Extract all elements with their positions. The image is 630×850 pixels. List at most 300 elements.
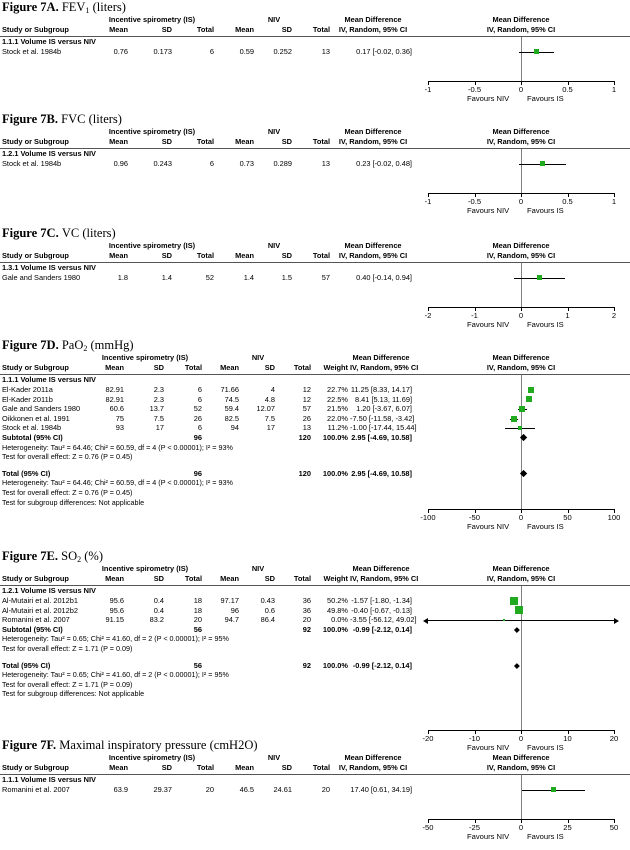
col-model: IV, Random, 95% CI [338, 136, 408, 146]
stat-text: Test for subgroup differences: Not applicable [2, 497, 145, 507]
figure-panel-7C [0, 226, 630, 331]
col-total-is: Total [184, 573, 202, 583]
cell-ci: 0.40 [-0.14, 0.94] [356, 273, 412, 282]
x-axis-tick-label: 10 [563, 734, 572, 743]
cell-total-niv: 12 [302, 385, 311, 394]
cell-mean-niv: 1.4 [243, 273, 254, 282]
x-axis-tick-label: -50 [422, 823, 434, 832]
subtotal-weight: 100.0% [322, 624, 348, 634]
stat-text: Test for overall effect: Z = 0.76 (P = 0.45) [2, 488, 133, 497]
table-group-header [0, 15, 412, 25]
cell-sd-niv: 12.07 [256, 404, 275, 414]
table-column-header [0, 251, 412, 261]
col-sd-is: SD [161, 250, 172, 260]
plot-title: Mean Difference [492, 15, 550, 24]
table-row [0, 395, 412, 405]
total-ci: 2.95 [-4.69, 10.58] [351, 468, 412, 478]
cell-study: Oikkonen et al. 1991 [2, 413, 70, 423]
cell-sd-niv: 1.5 [281, 273, 292, 282]
favours-left-label: Favours NIV [467, 205, 510, 215]
col-sd-is: SD [153, 362, 164, 372]
figure-caption-unit: (liters) [89, 0, 126, 14]
plot-subtitle: IV, Random, 95% CI [486, 762, 556, 772]
x-axis-tick-label: 100 [607, 513, 621, 522]
cell-total-niv: 20 [302, 615, 311, 625]
cell-total-is: 6 [197, 385, 202, 394]
effect-size-marker [528, 387, 534, 393]
figure-caption-unit: (liters) [85, 112, 122, 126]
x-axis-tick-label: 1 [565, 311, 570, 320]
subtotal-ci: 2.95 [-4.69, 10.58] [351, 433, 412, 442]
table-column-header [0, 763, 412, 773]
total-weight: 100.0% [322, 660, 348, 670]
cell-total-is: 52 [205, 273, 214, 282]
null-effect-line [521, 375, 522, 509]
subtotal-total-niv: 120 [298, 433, 311, 442]
cell-total-is: 6 [209, 47, 214, 56]
cell-total-is: 52 [193, 404, 202, 414]
table-group-header [0, 127, 412, 137]
group-header-is: Incentive spirometry (IS) [101, 564, 189, 573]
figure-panel-7B [0, 112, 630, 217]
x-axis-tick-label: -1 [424, 85, 432, 94]
figure-panel-7A [0, 0, 630, 105]
cell-sd-is: 17 [155, 423, 164, 433]
group-header-is: Incentive spirometry (IS) [108, 15, 196, 24]
effect-size-marker [534, 49, 539, 54]
pooled-effect-diamond-core [514, 663, 519, 668]
col-sd-niv: SD [264, 362, 275, 372]
cell-study: Al-Mutairi et al. 2012b2 [2, 605, 78, 615]
cell-sd-is: 2.3 [153, 385, 164, 394]
x-axis-tick-label: 0 [518, 823, 524, 832]
col-study: Study or Subgroup [2, 573, 69, 583]
cell-total-is: 20 [193, 615, 202, 625]
col-mean-niv: Mean [235, 250, 254, 260]
table-row [0, 413, 415, 424]
cell-total-is: 20 [205, 785, 214, 794]
cell-sd-is: 2.3 [153, 394, 164, 404]
cell-sd-niv: 0.6 [264, 605, 275, 615]
cell-mean-niv: 71.66 [220, 385, 239, 394]
cell-mean-is: 0.96 [113, 159, 128, 168]
cell-mean-niv: 94 [230, 423, 239, 433]
cell-sd-niv: 17 [266, 423, 275, 433]
subgroup-label-row [0, 375, 412, 385]
table-column-header [0, 573, 419, 584]
confidence-interval-line [428, 620, 614, 621]
col-study: Study or Subgroup [2, 136, 69, 146]
cell-sd-niv: 4 [270, 385, 275, 394]
x-axis-tick-label: -50 [469, 513, 480, 522]
group-header-is: Incentive spirometry (IS) [108, 127, 196, 136]
group-header-is: Incentive spirometry (IS) [108, 753, 196, 762]
cell-weight: 21.5% [327, 404, 348, 414]
cell-mean-niv: 96 [230, 605, 239, 615]
table-group-header [0, 753, 412, 763]
null-effect-line [521, 149, 522, 193]
cell-study: Stock et al. 1984b [2, 47, 62, 56]
cell-mean-is: 60.6 [109, 404, 124, 414]
subtotal-total-is: 96 [193, 433, 202, 442]
subgroup-label: 1.2.1 Volume IS versus NIV [2, 586, 96, 596]
figure-title-7D [0, 338, 630, 353]
x-axis-tick-label: 0 [518, 85, 524, 94]
table-row [0, 785, 412, 795]
cell-study: El-Kader 2011a [2, 385, 53, 394]
table-row [0, 385, 412, 395]
stat-text: Test for subgroup differences: Not applicable [2, 689, 145, 699]
favours-left-label: Favours NIV [467, 742, 510, 752]
table-row [0, 47, 412, 57]
plot-subtitle: IV, Random, 95% CI [486, 250, 556, 260]
col-mean-is: Mean [109, 136, 128, 146]
total-ci: -0.99 [-2.12, 0.14] [352, 660, 412, 670]
col-sd-is: SD [161, 136, 172, 146]
cell-mean-is: 63.9 [113, 785, 128, 794]
figure-title-7B [0, 112, 630, 127]
cell-ci: 8.41 [5.13, 11.69] [355, 394, 412, 404]
figure-caption-unit: (mmHg) [87, 338, 134, 352]
favours-right-label: Favours IS [527, 93, 564, 103]
subtotal-row [0, 433, 412, 443]
group-header-md: Mean Difference [344, 15, 402, 24]
col-mean-niv: Mean [220, 362, 239, 372]
x-axis-tick-label: -100 [420, 513, 436, 522]
effect-size-marker [540, 161, 545, 166]
subgroup-label: 1.1.1 Volume IS versus NIV [2, 37, 96, 47]
col-mean-is: Mean [105, 573, 124, 583]
subgroup-label-row [0, 149, 412, 159]
favours-right-label: Favours IS [527, 521, 564, 531]
total-stat-line [0, 680, 412, 690]
cell-weight: 22.7% [327, 385, 348, 394]
effect-size-marker [510, 597, 518, 605]
figure-panel-7E [0, 549, 630, 754]
col-model: IV, Random, 95% CI [350, 362, 419, 372]
total-stat-line [0, 689, 412, 699]
col-mean-niv: Mean [235, 24, 254, 34]
subtotal-label: Subtotal (95% CI) [2, 433, 63, 442]
cell-sd-is: 0.4 [153, 605, 164, 615]
col-total-is: Total [184, 362, 202, 372]
col-total-is: Total [196, 136, 214, 146]
col-total-niv: Total [312, 250, 330, 260]
favours-right-label: Favours IS [527, 742, 564, 752]
x-axis-tick-label: 0.5 [562, 85, 573, 94]
cell-mean-is: 75 [115, 413, 124, 423]
cell-study: Stock et al. 1984b [2, 159, 62, 168]
cell-total-is: 18 [193, 596, 202, 605]
cell-total-niv: 13 [321, 159, 330, 168]
table-column-header [0, 137, 412, 147]
effect-size-marker [526, 396, 532, 402]
figure-title-7F [0, 738, 630, 753]
cell-sd-niv: 4.8 [264, 394, 275, 404]
favours-right-label: Favours IS [527, 831, 564, 841]
subtotal-label: Subtotal (95% CI) [2, 624, 63, 634]
total-label: Total (95% CI) [2, 660, 51, 670]
col-mean-niv: Mean [235, 136, 254, 146]
cell-sd-is: 0.173 [153, 47, 172, 56]
col-model: IV, Random, 95% CI [338, 24, 408, 34]
cell-sd-niv: 24.61 [273, 785, 292, 794]
col-model: IV, Random, 95% CI [338, 250, 408, 260]
subtotal-stat-line [0, 443, 412, 453]
stat-text: Heterogeneity: Tau² = 64.46; Chi² = 60.59, df = 4 (P < 0.00001); I² = 93% [2, 442, 233, 452]
figure-label: Figure 7F. [2, 738, 60, 752]
stat-text: Heterogeneity: Tau² = 64.46; Chi² = 60.59, df = 4 (P < 0.00001); I² = 93% [2, 478, 233, 488]
plot-title: Mean Difference [492, 753, 550, 762]
plot-subtitle: IV, Random, 95% CI [486, 573, 556, 583]
col-total-niv: Total [293, 573, 311, 583]
group-header-niv: NIV [267, 127, 281, 136]
cell-sd-is: 29.37 [153, 785, 172, 794]
table-column-header [0, 25, 412, 35]
cell-sd-niv: 7.5 [264, 413, 275, 423]
x-axis-tick-label: -1 [424, 197, 432, 206]
total-stat-line [0, 670, 412, 680]
x-axis-tick-label: 50 [609, 823, 619, 832]
col-model: IV, Random, 95% CI [350, 573, 419, 583]
cell-mean-niv: 82.5 [224, 413, 239, 423]
figure-caption: SO [61, 549, 78, 563]
effect-size-marker [518, 426, 522, 430]
group-header-niv: NIV [251, 353, 265, 362]
cell-ci: -1.00 [-17.44, 15.44] [350, 423, 417, 433]
plot-title: Mean Difference [492, 353, 550, 362]
cell-ci: -1.57 [-1.80, -1.34] [351, 596, 412, 605]
x-axis-tick-label: 1 [611, 197, 617, 206]
total-stat-line [0, 488, 412, 498]
figure-caption-subscript: 1 [85, 6, 90, 15]
col-sd-niv: SD [281, 762, 292, 772]
cell-ci: -0.40 [-0.67, -0.13] [351, 605, 412, 615]
stat-text: Heterogeneity: Tau² = 0.65; Chi² = 41.60, df = 2 (P < 0.00001); I² = 95% [2, 670, 229, 680]
subgroup-label-row [0, 263, 412, 273]
subgroup-label: 1.1.1 Volume IS versus NIV [2, 775, 96, 785]
col-total-niv: Total [293, 362, 311, 372]
col-model: IV, Random, 95% CI [338, 762, 408, 772]
favours-left-label: Favours NIV [467, 319, 510, 329]
pooled-effect-diamond-core [514, 627, 519, 632]
group-header-is: Incentive spirometry (IS) [101, 353, 189, 362]
stat-text: Heterogeneity: Tau² = 0.65; Chi² = 41.60, df = 2 (P < 0.00001); I² = 95% [2, 634, 229, 644]
figure-title-7C [0, 226, 630, 241]
cell-sd-is: 13.7 [149, 404, 164, 414]
effect-size-marker [537, 275, 542, 280]
figure-caption: VC [61, 226, 80, 240]
col-total-niv: Total [312, 24, 330, 34]
col-sd-is: SD [161, 24, 172, 34]
total-total-is: 96 [193, 468, 202, 478]
col-total-is: Total [196, 24, 214, 34]
total-label: Total (95% CI) [2, 468, 51, 478]
cell-sd-is: 7.5 [153, 413, 164, 423]
cell-ci: 0.17 [-0.02, 0.36] [356, 47, 412, 56]
favours-left-label: Favours NIV [467, 93, 510, 103]
cell-mean-is: 95.6 [109, 596, 124, 605]
cell-study: Gale and Sanders 1980 [2, 273, 81, 282]
figure-label: Figure 7B. [2, 112, 62, 126]
cell-ci: 0.23 [-0.02, 0.48] [356, 159, 412, 168]
cell-total-niv: 13 [321, 47, 330, 56]
table-column-header [0, 362, 419, 373]
cell-sd-is: 0.243 [153, 159, 172, 168]
stat-text: Test for overall effect: Z = 1.71 (P = 0.09) [2, 644, 133, 653]
col-study: Study or Subgroup [2, 250, 69, 260]
col-total-niv: Total [312, 762, 330, 772]
figure-label: Figure 7C. [2, 226, 62, 240]
col-weight: Weight [323, 573, 348, 583]
cell-study: Romanini et al. 2007 [2, 615, 70, 625]
table-row [0, 615, 417, 625]
cell-total-niv: 36 [302, 596, 311, 605]
plot-subtitle: IV, Random, 95% CI [486, 24, 556, 34]
cell-mean-is: 82.91 [105, 394, 124, 404]
table-row [0, 606, 412, 616]
cell-total-niv: 26 [302, 413, 311, 423]
subgroup-label: 1.1.1 Volume IS versus NIV [2, 375, 96, 385]
plot-title: Mean Difference [492, 127, 550, 136]
group-header-md: Mean Difference [352, 564, 410, 573]
figure-caption: FVC [61, 112, 86, 126]
cell-ci: 11.25 [8.33, 14.17] [350, 385, 412, 394]
cell-total-is: 18 [193, 605, 202, 615]
col-sd-niv: SD [281, 136, 292, 146]
x-axis-tick-label: 0 [518, 197, 524, 206]
ci-arrow-left-icon [423, 618, 428, 624]
cell-mean-niv: 0.59 [239, 47, 254, 56]
group-header-niv: NIV [267, 241, 281, 250]
cell-sd-is: 1.4 [161, 273, 172, 282]
figure-caption-unit: (liters) [79, 226, 116, 240]
x-axis-tick-label: -0.5 [467, 85, 482, 94]
cell-study: Gale and Sanders 1980 [2, 404, 81, 414]
cell-total-is: 6 [197, 394, 202, 404]
subtotal-total-is: 56 [193, 624, 202, 634]
cell-weight: 22.0% [327, 413, 348, 423]
figure-title-7E [0, 549, 630, 564]
cell-ci: 1.20 [-3.67, 6.07] [356, 404, 412, 414]
group-header-niv: NIV [267, 15, 281, 24]
table-row [0, 159, 412, 169]
col-mean-is: Mean [109, 762, 128, 772]
null-effect-line [521, 775, 522, 819]
cell-total-niv: 20 [321, 785, 330, 794]
x-axis-tick-label: 1 [611, 85, 617, 94]
table-group-header [0, 564, 412, 574]
cell-mean-niv: 59.4 [224, 404, 239, 414]
cell-study: Al-Mutairi et al. 2012b1 [2, 596, 78, 605]
cell-total-niv: 57 [302, 404, 311, 414]
cell-mean-is: 91.15 [105, 615, 124, 625]
cell-mean-is: 95.6 [109, 605, 124, 615]
subgroup-label-row [0, 775, 412, 785]
group-header-md: Mean Difference [344, 127, 402, 136]
figure-panel-7D [0, 338, 630, 533]
col-total-is: Total [196, 250, 214, 260]
x-axis-tick-label: 0 [518, 513, 524, 522]
cell-weight: 11.2% [327, 423, 348, 433]
cell-mean-is: 93 [115, 423, 124, 433]
null-effect-line [521, 263, 522, 307]
cell-total-is: 6 [197, 423, 202, 433]
plot-title: Mean Difference [492, 241, 550, 250]
table-group-header [0, 241, 412, 251]
x-axis-tick-label: -1 [471, 311, 478, 320]
x-axis-tick-label: -10 [469, 734, 480, 743]
subgroup-label: 1.3.1 Volume IS versus NIV [2, 263, 96, 273]
subtotal-row [0, 625, 412, 635]
cell-ci: -7.50 [-11.58, -3.42] [350, 413, 415, 423]
col-study: Study or Subgroup [2, 762, 69, 772]
x-axis-tick-label: 0 [518, 734, 524, 743]
col-mean-niv: Mean [235, 762, 254, 772]
cell-sd-niv: 0.43 [260, 596, 275, 605]
panel-body-7E [0, 564, 630, 754]
panel-body-7B [0, 127, 630, 217]
total-total-niv: 120 [298, 468, 311, 478]
cell-total-niv: 12 [302, 394, 311, 404]
col-study: Study or Subgroup [2, 24, 69, 34]
col-total-is: Total [196, 762, 214, 772]
stat-text: Test for overall effect: Z = 0.76 (P = 0.45) [2, 452, 133, 462]
subtotal-ci: -0.99 [-2.12, 0.14] [352, 624, 412, 634]
table-group-header [0, 353, 412, 363]
subtotal-stat-line [0, 634, 412, 644]
cell-mean-is: 82.91 [105, 385, 124, 394]
total-total-is: 56 [193, 660, 202, 670]
plot-subtitle: IV, Random, 95% CI [486, 136, 556, 146]
cell-mean-is: 0.76 [113, 47, 128, 56]
total-stat-line [0, 478, 412, 488]
x-axis-tick-label: 0.5 [562, 197, 573, 206]
x-axis-tick-label: -0.5 [467, 197, 482, 206]
figure-caption: FEV [61, 0, 86, 14]
favours-right-label: Favours IS [527, 205, 564, 215]
favours-left-label: Favours NIV [467, 831, 510, 841]
null-effect-line [521, 37, 522, 81]
table-row [0, 423, 417, 433]
plot-title: Mean Difference [492, 564, 550, 573]
x-axis-tick-label: -25 [469, 823, 480, 832]
panel-body-7C [0, 241, 630, 331]
group-header-md: Mean Difference [344, 753, 402, 762]
panel-body-7A [0, 15, 630, 105]
cell-total-niv: 57 [321, 273, 330, 282]
plot-subtitle: IV, Random, 95% CI [486, 362, 556, 372]
x-axis-tick-label: 20 [609, 734, 619, 743]
cell-mean-niv: 74.5 [224, 394, 239, 404]
col-sd-niv: SD [264, 573, 275, 583]
cell-mean-niv: 97.17 [220, 596, 239, 605]
cell-sd-niv: 86.4 [260, 615, 275, 625]
cell-mean-niv: 46.5 [239, 785, 254, 794]
col-mean-is: Mean [109, 250, 128, 260]
table-row [0, 404, 412, 414]
col-sd-niv: SD [281, 250, 292, 260]
figure-title-7A [0, 0, 630, 15]
effect-size-marker [519, 406, 525, 412]
figure-label: Figure 7D. [2, 338, 62, 352]
subtotal-total-niv: 92 [302, 624, 311, 634]
x-axis-tick-label: 2 [611, 311, 617, 320]
cell-study: Stock et al. 1984b [2, 423, 62, 433]
figure-caption: Maximal inspiratory pressure (cmH2O) [59, 738, 258, 752]
figure-label: Figure 7A. [2, 0, 62, 14]
cell-study: El-Kader 2011b [2, 394, 53, 404]
